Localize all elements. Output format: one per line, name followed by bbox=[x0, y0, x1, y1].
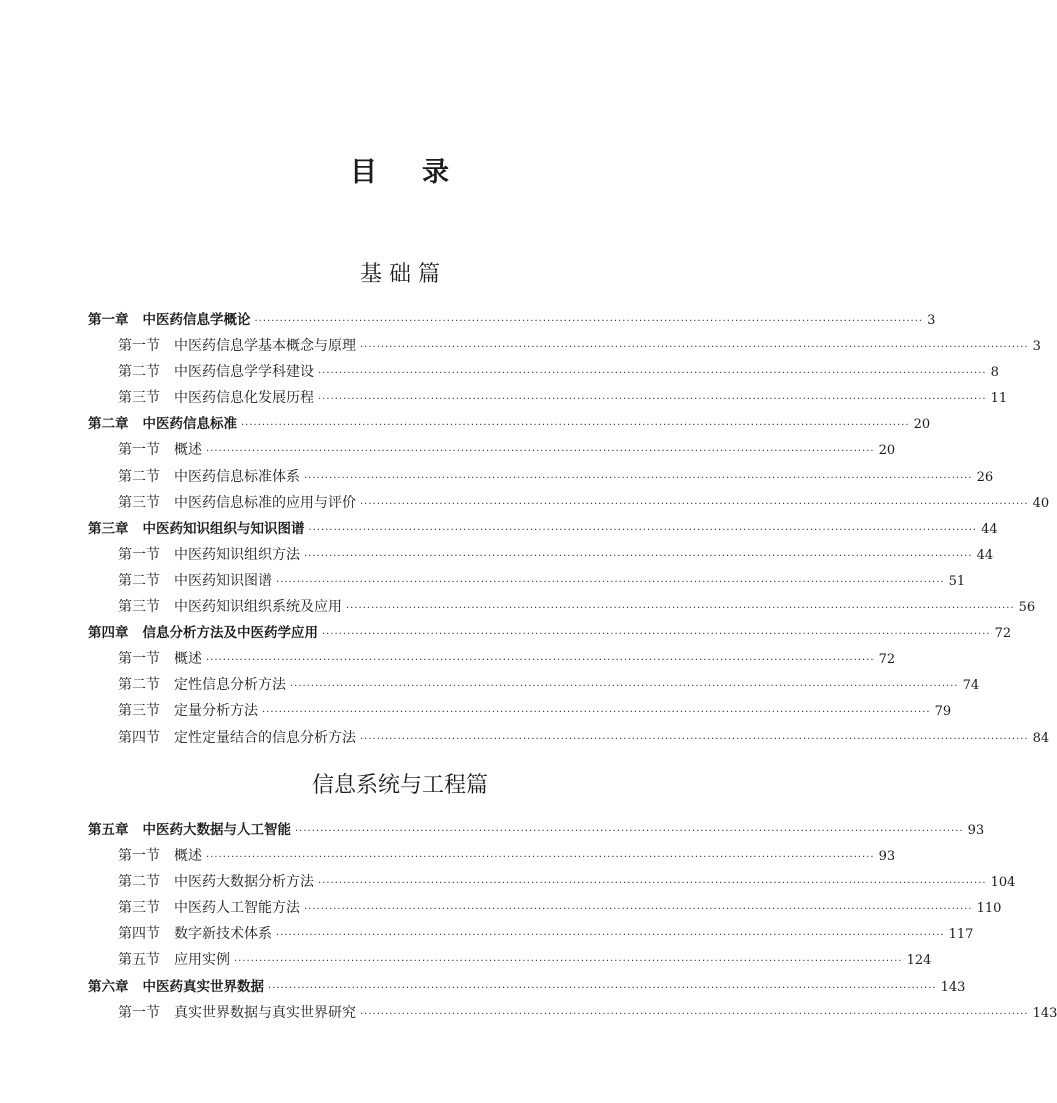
toc-section-entry[interactable] bbox=[88, 921, 974, 947]
entry-number: 第五节 bbox=[118, 952, 160, 969]
entry-number: 第三章 bbox=[88, 520, 129, 537]
entry-number: 第五章 bbox=[88, 822, 129, 838]
toc-chapter-entry[interactable] bbox=[88, 307, 936, 333]
page-number: 124 bbox=[906, 953, 932, 969]
page-number: 3 bbox=[927, 313, 936, 328]
toc-section-entry[interactable] bbox=[88, 542, 994, 568]
page-title-char-2: 录 bbox=[422, 157, 450, 188]
dot-leader: ································································································································································ bbox=[318, 878, 987, 890]
part-heading-basics: 基 础 篇 bbox=[360, 262, 440, 287]
page-number: 72 bbox=[878, 652, 896, 668]
dot-leader: ································································································································································ bbox=[304, 472, 973, 484]
entry-title: 真实世界数据与真实世界研究 bbox=[174, 1004, 356, 1021]
entry-title: 应用实例 bbox=[174, 952, 230, 969]
toc-section-entry[interactable] bbox=[88, 646, 896, 672]
entry-title: 中医药信息学学科建设 bbox=[174, 364, 314, 381]
dot-leader: ································································································································································ bbox=[346, 603, 1015, 615]
entry-title: 中医药信息标准体系 bbox=[174, 468, 300, 485]
page-number: 51 bbox=[948, 573, 966, 589]
page-number: 72 bbox=[994, 626, 1012, 642]
page-number: 93 bbox=[878, 849, 896, 865]
entry-title: 中医药大数据分析方法 bbox=[174, 874, 314, 891]
dot-leader: ································································································································································ bbox=[308, 524, 978, 536]
entry-number: 第一节 bbox=[118, 338, 160, 355]
dot-leader: ································································································································································ bbox=[254, 316, 924, 327]
entry-title: 数字新技术体系 bbox=[174, 926, 272, 943]
page-number: 143 bbox=[940, 979, 966, 995]
entry-number: 第二节 bbox=[118, 468, 160, 485]
dot-leader: ································································································································································ bbox=[318, 368, 987, 380]
toc-section-entry[interactable] bbox=[88, 895, 1002, 921]
toc-section-entry[interactable] bbox=[88, 568, 966, 594]
dot-leader: ································································································································································ bbox=[360, 1008, 1029, 1020]
entry-number: 第一节 bbox=[118, 1004, 160, 1021]
dot-leader: ································································································································································ bbox=[318, 394, 987, 406]
toc-chapter-entry[interactable] bbox=[88, 817, 985, 843]
entry-number: 第一节 bbox=[118, 651, 160, 668]
entry-title: 定性定量结合的信息分析方法 bbox=[174, 729, 356, 746]
entry-number: 第二节 bbox=[118, 572, 160, 589]
toc-section-entry[interactable] bbox=[88, 490, 1050, 516]
page-number: 3 bbox=[1032, 339, 1041, 355]
dot-leader: ································································································································································ bbox=[304, 550, 973, 562]
toc-section-entry[interactable] bbox=[88, 869, 1016, 895]
page-number: 20 bbox=[913, 417, 931, 433]
entry-number: 第二章 bbox=[88, 416, 129, 433]
toc-chapter-entry[interactable] bbox=[88, 620, 1012, 646]
dot-leader: ································································································································································ bbox=[304, 904, 973, 916]
page-number: 104 bbox=[990, 875, 1016, 891]
dot-leader: ································································································································································ bbox=[290, 681, 959, 693]
toc-section-entry[interactable] bbox=[88, 464, 994, 490]
toc-chapter-entry[interactable] bbox=[88, 411, 931, 437]
entry-number: 第二节 bbox=[118, 874, 160, 891]
dot-leader: ································································································································································ bbox=[206, 852, 875, 864]
dot-leader: ································································································································································ bbox=[262, 707, 931, 719]
toc-section-entry[interactable] bbox=[88, 333, 1041, 359]
page-number: 79 bbox=[934, 704, 952, 720]
page-number: 117 bbox=[948, 927, 974, 943]
page-number: 40 bbox=[1032, 495, 1050, 511]
entry-title: 中医药大数据与人工智能 bbox=[142, 822, 291, 838]
page-number: 26 bbox=[976, 469, 994, 485]
page-number: 56 bbox=[1018, 600, 1036, 616]
dot-leader: ································································································································································ bbox=[360, 342, 1029, 354]
toc-section-entry[interactable] bbox=[88, 359, 999, 385]
page-number: 20 bbox=[878, 443, 896, 459]
toc-section-entry[interactable] bbox=[88, 385, 1008, 411]
dot-leader: ································································································································································ bbox=[360, 733, 1029, 745]
dot-leader: ································································································································································ bbox=[234, 956, 903, 968]
toc-section-entry[interactable] bbox=[88, 594, 1036, 620]
entry-number: 第六章 bbox=[88, 978, 129, 995]
entry-title: 定性信息分析方法 bbox=[174, 677, 286, 694]
entry-number: 第四节 bbox=[118, 729, 160, 746]
entry-number: 第四节 bbox=[118, 926, 160, 943]
entry-number: 第二节 bbox=[118, 364, 160, 381]
toc-section-entry[interactable] bbox=[88, 672, 980, 698]
entry-number: 第三节 bbox=[118, 494, 160, 511]
entry-number: 第一节 bbox=[118, 546, 160, 563]
entry-number: 第一节 bbox=[118, 848, 160, 865]
entry-number: 第四章 bbox=[88, 625, 129, 642]
entry-title: 定量分析方法 bbox=[174, 703, 258, 720]
page-number: 8 bbox=[990, 365, 999, 381]
dot-leader: ································································································································································ bbox=[276, 576, 945, 588]
dot-leader: ································································································································································ bbox=[276, 930, 945, 942]
entry-title: 中医药信息学概论 bbox=[142, 312, 251, 328]
page-number: 110 bbox=[976, 901, 1002, 917]
dot-leader: ································································································································································ bbox=[206, 446, 875, 458]
page-number: 84 bbox=[1032, 730, 1050, 746]
entry-title: 中医药信息标准 bbox=[142, 416, 237, 433]
page-number: 93 bbox=[967, 823, 985, 838]
part-heading-systems: 信息系统与工程篇 bbox=[311, 773, 488, 798]
dot-leader: ································································································································································ bbox=[360, 498, 1029, 510]
entry-title: 中医药人工智能方法 bbox=[174, 900, 300, 917]
toc-section-entry[interactable] bbox=[88, 725, 1050, 751]
page-title bbox=[0, 150, 800, 189]
entry-title: 中医药信息化发展历程 bbox=[174, 390, 314, 407]
entry-number: 第二节 bbox=[118, 677, 160, 694]
entry-number: 第一章 bbox=[88, 312, 129, 328]
page-title-char-1: 目 bbox=[350, 157, 378, 188]
entry-title: 概述 bbox=[174, 848, 202, 865]
entry-number: 第三节 bbox=[118, 900, 160, 917]
entry-title: 中医药信息标准的应用与评价 bbox=[174, 494, 356, 511]
dot-leader: ································································································································································ bbox=[322, 629, 991, 641]
toc-list-basics bbox=[88, 307, 1050, 751]
entry-title: 中医药知识组织与知识图谱 bbox=[142, 520, 305, 537]
toc-section-entry[interactable] bbox=[88, 947, 932, 973]
dot-leader: ································································································································································ bbox=[206, 655, 875, 667]
entry-title: 中医药知识图谱 bbox=[174, 572, 272, 589]
page-number: 11 bbox=[990, 391, 1008, 407]
toc-section-entry[interactable] bbox=[88, 437, 896, 463]
toc-chapter-entry[interactable] bbox=[88, 974, 966, 1000]
entry-number: 第三节 bbox=[118, 599, 160, 616]
toc-section-entry[interactable] bbox=[88, 1000, 1057, 1026]
entry-title: 中医药信息学基本概念与原理 bbox=[174, 338, 356, 355]
dot-leader: ································································································································································ bbox=[268, 982, 937, 994]
entry-title: 概述 bbox=[174, 651, 202, 668]
dot-leader: ································································································································································ bbox=[295, 826, 964, 837]
entry-title: 概述 bbox=[174, 442, 202, 459]
page-number: 74 bbox=[962, 678, 980, 694]
entry-number: 第三节 bbox=[118, 390, 160, 407]
entry-title: 中医药知识组织方法 bbox=[174, 546, 300, 563]
toc-list-systems bbox=[88, 817, 1057, 1026]
page-number: 44 bbox=[981, 521, 998, 537]
toc-section-entry[interactable] bbox=[88, 843, 896, 869]
dot-leader: ································································································································································ bbox=[241, 420, 910, 432]
entry-title: 中医药知识组织系统及应用 bbox=[174, 599, 342, 616]
toc-chapter-entry[interactable] bbox=[88, 516, 998, 542]
toc-section-entry[interactable] bbox=[88, 698, 952, 724]
entry-title: 中医药真实世界数据 bbox=[142, 978, 264, 995]
entry-number: 第三节 bbox=[118, 703, 160, 720]
page-number: 143 bbox=[1032, 1005, 1057, 1021]
entry-title: 信息分析方法及中医药学应用 bbox=[142, 625, 318, 642]
entry-number: 第一节 bbox=[118, 442, 160, 459]
page-number: 44 bbox=[976, 547, 994, 563]
